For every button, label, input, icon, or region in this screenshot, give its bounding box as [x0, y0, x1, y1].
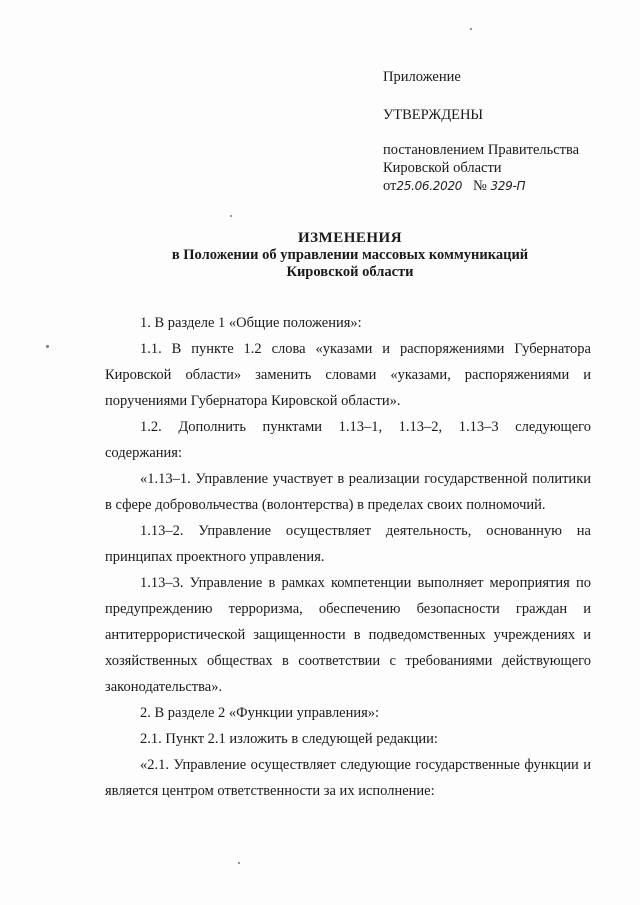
scan-speck	[230, 215, 232, 217]
paragraph: 1.13–2. Управление осуществляет деятельность, основанную на принципах проектного управления.	[105, 523, 591, 565]
scan-speck	[470, 28, 472, 30]
title-subtitle-2: Кировской области	[286, 264, 414, 280]
document-title	[100, 230, 600, 281]
paragraph: 1.13–3. Управление в рамках компетенции выполняет мероприятия по предупреждению терроризма, обеспечению безопасности граждан и антитеррористической защищенности в подведомственных учреждениях и хозяйственных обществах в соответствии с требованиями действующего законодательства».	[105, 575, 591, 695]
number-prefix: №	[473, 178, 487, 194]
paragraph: «1.13–1. Управление участвует в реализации государственной политики в сфере добровольчества (волонтерства) в пределах своих полномочий.	[105, 471, 591, 513]
paragraph: 2. В разделе 2 «Функции управления»:	[140, 705, 380, 721]
handwritten-number: 329-П	[490, 179, 526, 193]
approved-label: УТВЕРЖДЕНЫ	[383, 107, 484, 123]
handwritten-date: 25.06.2020	[396, 179, 463, 193]
title-main: ИЗМЕНЕНИЯ	[297, 230, 403, 246]
paragraph: 1. В разделе 1 «Общие положения»:	[140, 315, 362, 331]
scan-speck	[46, 345, 49, 348]
scan-speck	[238, 862, 240, 864]
appendix-label: Приложение	[383, 69, 461, 85]
paragraph: 2.1. Пункт 2.1 изложить в следующей редакции:	[140, 731, 438, 747]
paragraph: 1.1. В пункте 1.2 слова «указами и распоряжениями Губернатора Кировской области» заменить словами «указами, распоряжениями и поручениями Губернатора Кировской области».	[105, 341, 591, 409]
title-subtitle-1: в Положении об управлении массовых коммуникаций	[171, 247, 529, 263]
document-body	[105, 310, 591, 804]
paragraph: «2.1. Управление осуществляет следующие государственные функции и является центром ответственности за их исполнение:	[105, 757, 591, 799]
paragraph: 1.2. Дополнить пунктами 1.13–1, 1.13–2, 1.13–3 следующего содержания:	[105, 419, 591, 461]
approval-block	[383, 68, 623, 195]
resolution-date-number	[383, 177, 623, 195]
date-prefix: от	[383, 178, 397, 194]
resolution-line-2: Кировской области	[383, 160, 502, 176]
resolution-line-1: постановлением Правительства	[383, 142, 580, 158]
